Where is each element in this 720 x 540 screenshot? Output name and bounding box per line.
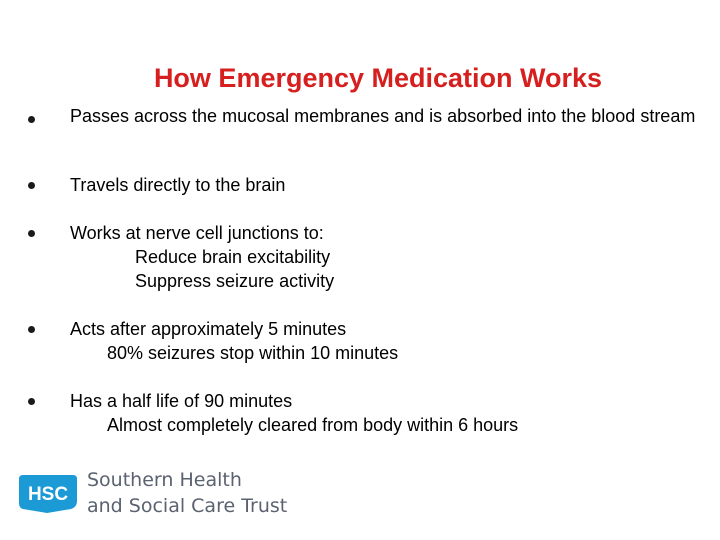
bullet-subline: 80% seizures stop within 10 minutes bbox=[107, 343, 399, 363]
bullet-text bbox=[70, 107, 710, 126]
bullet-line: Acts after approximately 5 minutes bbox=[70, 319, 347, 339]
bullet-item-absorption bbox=[28, 107, 710, 126]
bullet-subline: Reduce brain excitability bbox=[135, 247, 331, 267]
bullet-dot-icon bbox=[28, 182, 35, 189]
bullet-dot-icon bbox=[28, 116, 35, 123]
slide-title: How Emergency Medication Works bbox=[153, 63, 603, 93]
bullet-line: Travels directly to the brain bbox=[70, 175, 286, 195]
logo-line-2: and Social Care Trust bbox=[87, 495, 288, 517]
bullet-line: Works at nerve cell junctions to: bbox=[70, 223, 324, 243]
hsc-badge-icon bbox=[17, 473, 79, 513]
bullet-item-half-life bbox=[28, 389, 710, 437]
logo-wordmark bbox=[87, 467, 287, 519]
bullet-text bbox=[70, 317, 710, 365]
bullet-item-onset bbox=[28, 317, 710, 365]
bullet-line: Passes across the mucosal membranes and is absorbed into the blood stream bbox=[70, 106, 696, 126]
bullet-item-nerve-junctions bbox=[28, 221, 710, 293]
bullet-line: Has a half life of 90 minutes bbox=[70, 391, 293, 411]
bullet-dot-icon bbox=[28, 326, 35, 333]
bullet-dot-icon bbox=[28, 398, 35, 405]
bullet-text bbox=[70, 389, 710, 437]
bullet-dot-icon bbox=[28, 230, 35, 237]
bullet-item-brain bbox=[28, 173, 710, 197]
bullet-text bbox=[70, 221, 710, 293]
hsc-trust-logo bbox=[17, 466, 287, 520]
logo-line-1: Southern Health bbox=[87, 469, 242, 491]
logo-badge-text: HSC bbox=[27, 484, 69, 505]
bullet-subline: Almost completely cleared from body within 6 hours bbox=[107, 415, 519, 435]
bullet-subline: Suppress seizure activity bbox=[135, 271, 335, 291]
bullet-text bbox=[70, 173, 710, 197]
